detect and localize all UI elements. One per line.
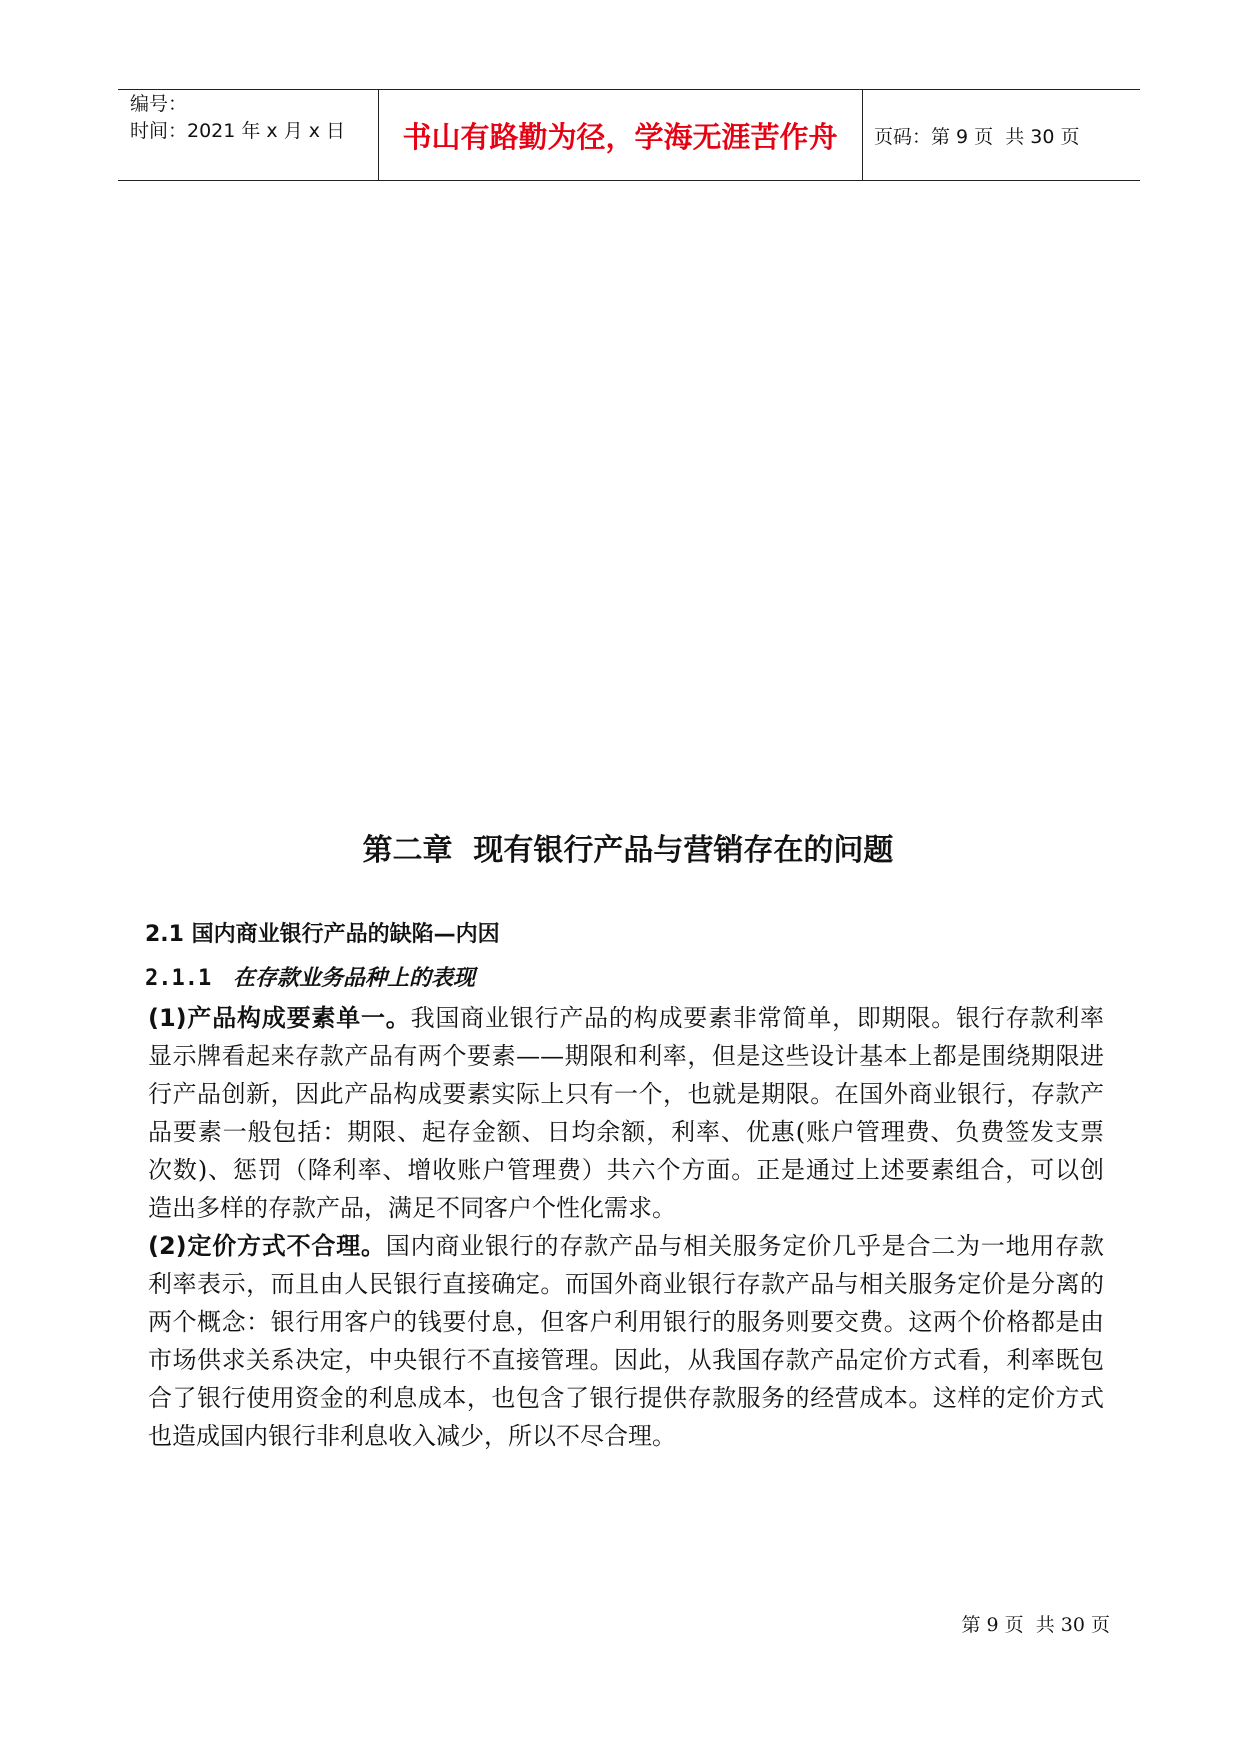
paragraph-line-text: 合了银行使用资金的利息成本，也包含了银行提供存款服务的经营成本。这样的定价方式 — [148, 1384, 1104, 1412]
paragraph-line — [148, 1265, 1104, 1303]
paragraph-line — [148, 1303, 1104, 1341]
paragraph-line-text: 品要素一般包括：期限、起存金额、日均余额，利率、优惠(账户管理费、负费签发支票 — [148, 1118, 1104, 1146]
paragraph-line — [148, 1113, 1104, 1151]
document-time-label: 时间：2021 年 x 月 x 日 — [130, 120, 346, 142]
header-page-info: 页码：第 9 页 共 30 页 — [874, 126, 1080, 148]
paragraph-line — [148, 1341, 1104, 1379]
body-text — [148, 999, 1104, 1455]
paragraph-line-text: 市场供求关系决定，中央银行不直接管理。因此，从我国存款产品定价方式看，利率既包 — [148, 1346, 1104, 1374]
paragraph-line-text: 国内商业银行的存款产品与相关服务定价几乎是合二为一地用存款 — [385, 1232, 1104, 1260]
paragraph-line — [148, 1227, 1104, 1265]
paragraph — [148, 1227, 1104, 1455]
paragraph-line — [148, 1379, 1104, 1417]
paragraph-line — [148, 1417, 1104, 1455]
subsection-title: 在存款业务品种上的表现 — [233, 965, 476, 991]
paragraph-lead: (1)产品构成要素单一。 — [148, 1004, 411, 1032]
paragraph-line-text: 也造成国内银行非利息收入减少，所以不尽合理。 — [148, 1422, 676, 1450]
paragraph — [148, 999, 1104, 1227]
header-motto: 书山有路勤为径，学海无涯苦作舟 — [402, 120, 838, 154]
chapter-title: 第二章 现有银行产品与营销存在的问题 — [362, 833, 894, 868]
header-top-rule — [118, 89, 1140, 90]
paragraph-line-text: 造出多样的存款产品，满足不同客户个性化需求。 — [148, 1194, 676, 1222]
paragraph-line — [148, 1189, 1104, 1227]
document-number-label: 编号： — [130, 93, 188, 115]
paragraph-line — [148, 1037, 1104, 1075]
paragraph-line — [148, 1151, 1104, 1189]
paragraph-line — [148, 1075, 1104, 1113]
subsection-number: 2.1.1 — [145, 966, 212, 991]
subsection-heading — [145, 963, 475, 994]
paragraph-line-text: 次数)、惩罚（降利率、增收账户管理费）共六个方面。正是通过上述要素组合，可以创 — [148, 1156, 1104, 1184]
section-heading: 2.1 国内商业银行产品的缺陷—内因 — [145, 922, 500, 947]
header-divider-left — [378, 89, 379, 180]
paragraph-line-text: 我国商业银行产品的构成要素非常简单，即期限。银行存款利率 — [410, 1004, 1104, 1032]
page-footer: 第 9 页 共 30 页 — [961, 1614, 1110, 1636]
paragraph-line-text: 显示牌看起来存款产品有两个要素——期限和利率，但是这些设计基本上都是围绕期限进 — [148, 1042, 1104, 1070]
paragraph-line — [148, 999, 1104, 1037]
paragraph-line-text: 行产品创新，因此产品构成要素实际上只有一个，也就是期限。在国外商业银行，存款产 — [148, 1080, 1104, 1108]
paragraph-line-text: 利率表示，而且由人民银行直接确定。而国外商业银行存款产品与相关服务定价是分离的 — [148, 1270, 1104, 1298]
paragraph-line-text: 两个概念：银行用客户的钱要付息，但客户利用银行的服务则要交费。这两个价格都是由 — [148, 1308, 1104, 1336]
paragraph-lead: (2)定价方式不合理。 — [148, 1232, 386, 1260]
header-bottom-rule — [118, 180, 1140, 181]
header-divider-right — [862, 89, 863, 180]
